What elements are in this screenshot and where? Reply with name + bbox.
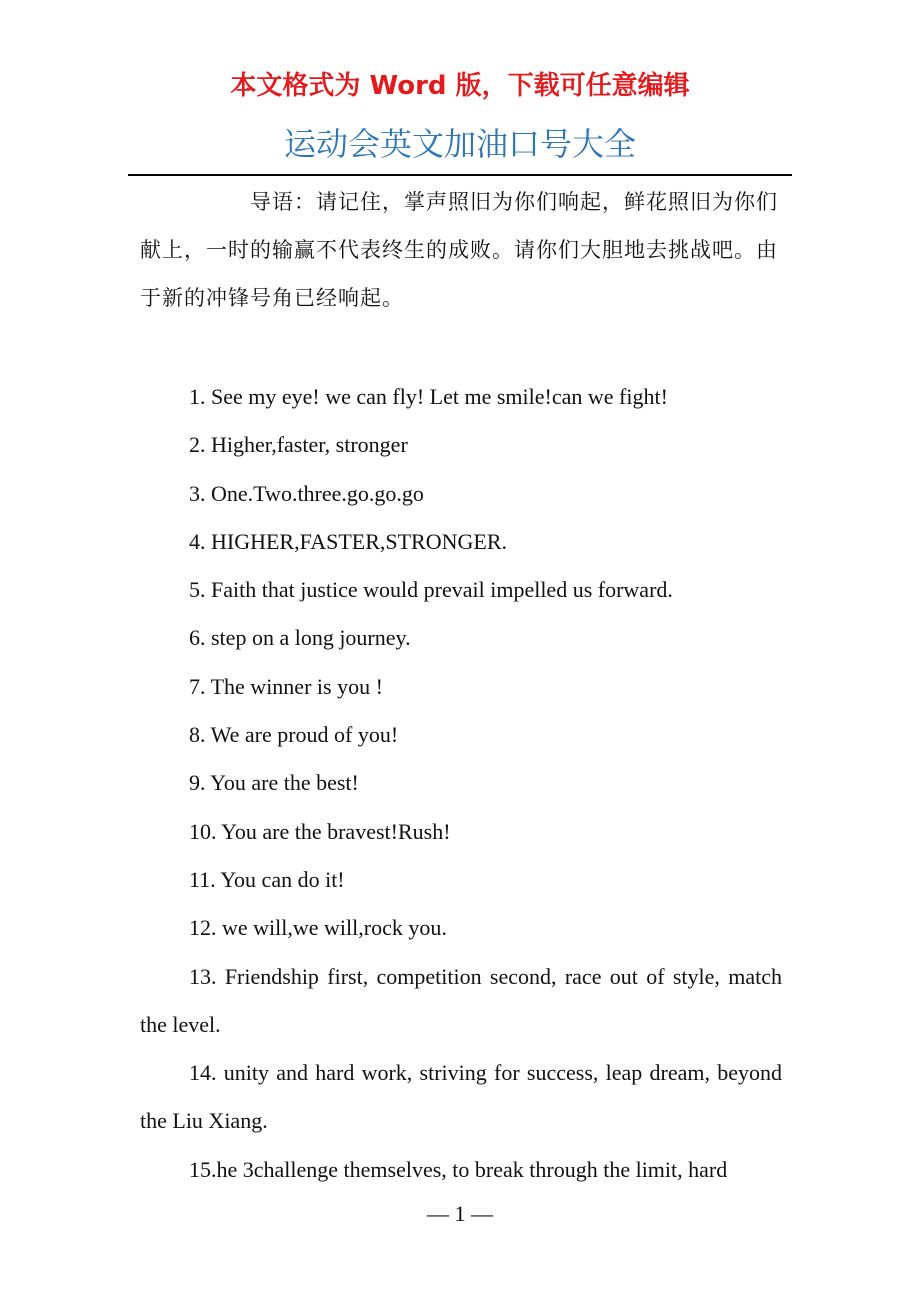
list-item: 6. step on a long journey. xyxy=(189,625,411,651)
list-item: 12. we will,we will,rock you. xyxy=(189,915,447,941)
list-item: 8. We are proud of you! xyxy=(189,722,399,748)
list-item: 13. Friendship first, competition second, race out of style, match the level. xyxy=(140,963,782,1037)
list-item: 15.he 3challenge themselves, to break through the limit, hard xyxy=(189,1156,728,1182)
list-item: 9. You are the best! xyxy=(189,770,359,796)
slogan-list xyxy=(140,373,782,1194)
title-divider xyxy=(128,174,792,176)
list-item: 7. The winner is you ! xyxy=(189,673,383,699)
intro-paragraph: 导语：请记住，掌声照旧为你们响起，鲜花照旧为你们献上，一时的输赢不代表终生的成败。请你们大胆地去挑战吧。由于新的冲锋号角已经响起。 xyxy=(140,190,778,310)
list-item: 10. You are the bravest!Rush! xyxy=(189,818,451,844)
page-number: — 1 — xyxy=(427,1201,493,1226)
list-item: 11. You can do it! xyxy=(189,866,345,892)
document-title: 运动会英文加油口号大全 xyxy=(283,125,636,163)
list-item: 1. See my eye! we can fly! Let me smile!can we fight! xyxy=(189,384,668,409)
list-item: 3. One.Two.three.go.go.go xyxy=(189,480,424,506)
list-item: 5. Faith that justice would prevail impelled us forward. xyxy=(189,577,673,603)
list-item: 4. HIGHER,FASTER,STRONGER. xyxy=(189,528,508,554)
word-format-notice: 本文格式为 Word 版，下载可任意编辑 xyxy=(230,71,690,101)
list-item: 14. unity and hard work, striving for success, leap dream, beyond the Liu Xiang. xyxy=(140,1060,782,1134)
list-item: 2. Higher,faster, stronger xyxy=(189,432,408,458)
